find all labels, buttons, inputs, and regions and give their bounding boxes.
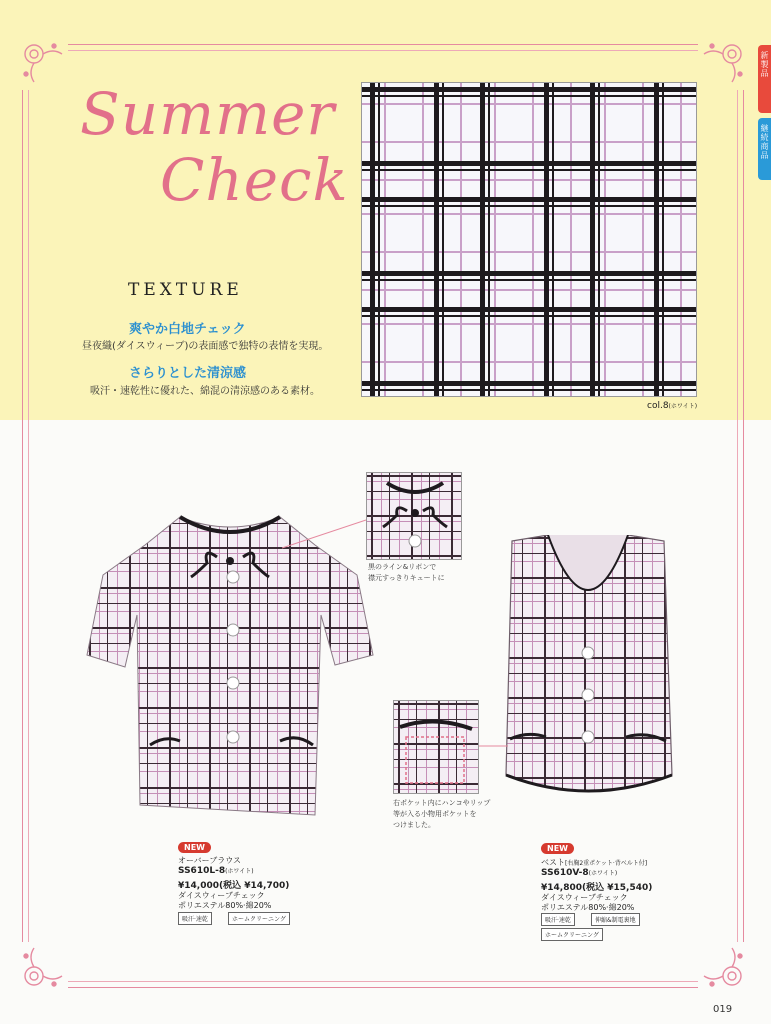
feature-tag: 吸汗·速乾 [178,912,212,925]
vest-material: ポリエステル80%·綿20% [541,903,635,912]
feature-heading-1: 爽やか白地チェック [129,322,246,337]
new-badge: NEW [541,843,574,854]
pocket-detail-caption: 右ポケット内にハンコやリップ 等が入る小物用ポケットを つけました。 [393,799,491,829]
vest-code: SS610V-8(ホワイト) [541,868,618,878]
page-title-line2: Check [160,146,349,214]
blouse-code: SS610L-8(ホワイト) [178,866,254,876]
blouse-price: ¥14,000(税込 ¥14,700) [178,881,290,891]
feature-text-1: 昼夜織(ダイスウィーブ)の表面感で独特の表情を実現。 [82,341,329,352]
feature-tag: 伸縮&制電裏地 [591,913,640,926]
feature-tag: 吸汗·速乾 [541,913,575,926]
side-tab-new-products[interactable]: 新製品 [758,45,771,113]
feature-tag: ホームクリーニング [541,928,603,941]
collar-detail-caption: 黒のライン&リボンで 襟元すっきりキュートに [368,563,445,582]
feature-tag: ホームクリーニング [228,912,290,925]
vest-name: ベスト[右胸2重ポケット·背ベルト付] [541,858,648,867]
blouse-fabric: ダイスウィーブチェック [178,891,265,900]
side-tab-continued-products[interactable]: 継続商品 [758,118,771,180]
feature-heading-2: さらりとした清涼感 [129,366,247,381]
swatch-color-label: col.8(ホワイト) [647,401,698,411]
vest-price: ¥14,800(税込 ¥15,540) [541,883,653,893]
new-badge: NEW [178,842,211,853]
blouse-material: ポリエステル80%·綿20% [178,901,272,910]
blouse-name: オーバーブラウス [178,856,241,865]
page-title-line1: Summer [80,80,336,148]
feature-text-2: 吸汗・速乾性に優れた、綿混の清涼感のある素材。 [90,386,320,397]
page-number: 019 [713,1004,733,1015]
vest-fabric: ダイスウィーブチェック [541,893,628,902]
texture-heading: TEXTURE [128,280,243,300]
